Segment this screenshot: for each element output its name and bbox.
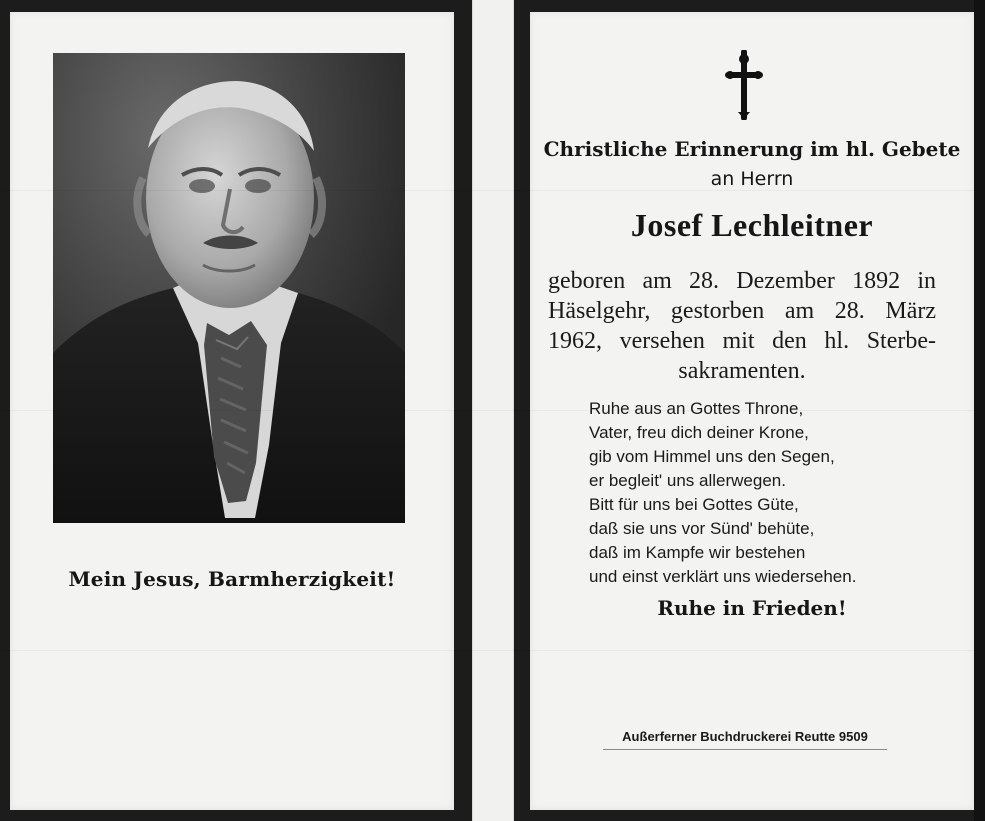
poem-line: Ruhe aus an Gottes Throne, xyxy=(589,399,804,418)
poem-line: Bitt für uns bei Gottes Güte, xyxy=(589,495,799,514)
biography-block xyxy=(548,266,936,386)
biography-line: geboren am 28. Dezember 1892 in xyxy=(548,268,936,294)
printer-credit: Außerferner Buchdruckerei Reutte 9509 xyxy=(603,729,887,750)
biography-line: Häselgehr, gestorben am 28. März xyxy=(548,298,936,324)
poem-line: daß sie uns vor Sünd' behüte, xyxy=(589,519,815,538)
biography-line: 1962, versehen mit den hl. Sterbe- xyxy=(548,328,936,354)
scan-artifact xyxy=(0,410,985,411)
scan-artifact xyxy=(0,190,985,191)
poem-line: daß im Kampfe wir bestehen xyxy=(589,543,806,562)
poem-line: er begleit' uns allerwegen. xyxy=(589,471,786,490)
scan-artifact xyxy=(0,650,985,651)
poem-line: und einst verklärt uns wiedersehen. xyxy=(589,567,857,586)
poem-line: Vater, freu dich deiner Krone, xyxy=(589,423,809,442)
prayer-poem xyxy=(589,397,919,589)
closing-line: Ruhe in Frieden! xyxy=(657,596,847,620)
memorial-heading: Christliche Erinnerung im hl. Gebete xyxy=(543,137,961,161)
salutation-line: an Herrn xyxy=(710,168,794,190)
left-caption: Mein Jesus, Barmherzigkeit! xyxy=(68,567,396,591)
poem-line: gib vom Himmel uns den Segen, xyxy=(589,447,835,466)
cross-icon xyxy=(722,50,766,120)
portrait-photo xyxy=(53,53,405,523)
deceased-name: Josef Lechleitner xyxy=(630,207,874,243)
biography-line: sakramenten. xyxy=(678,358,806,384)
